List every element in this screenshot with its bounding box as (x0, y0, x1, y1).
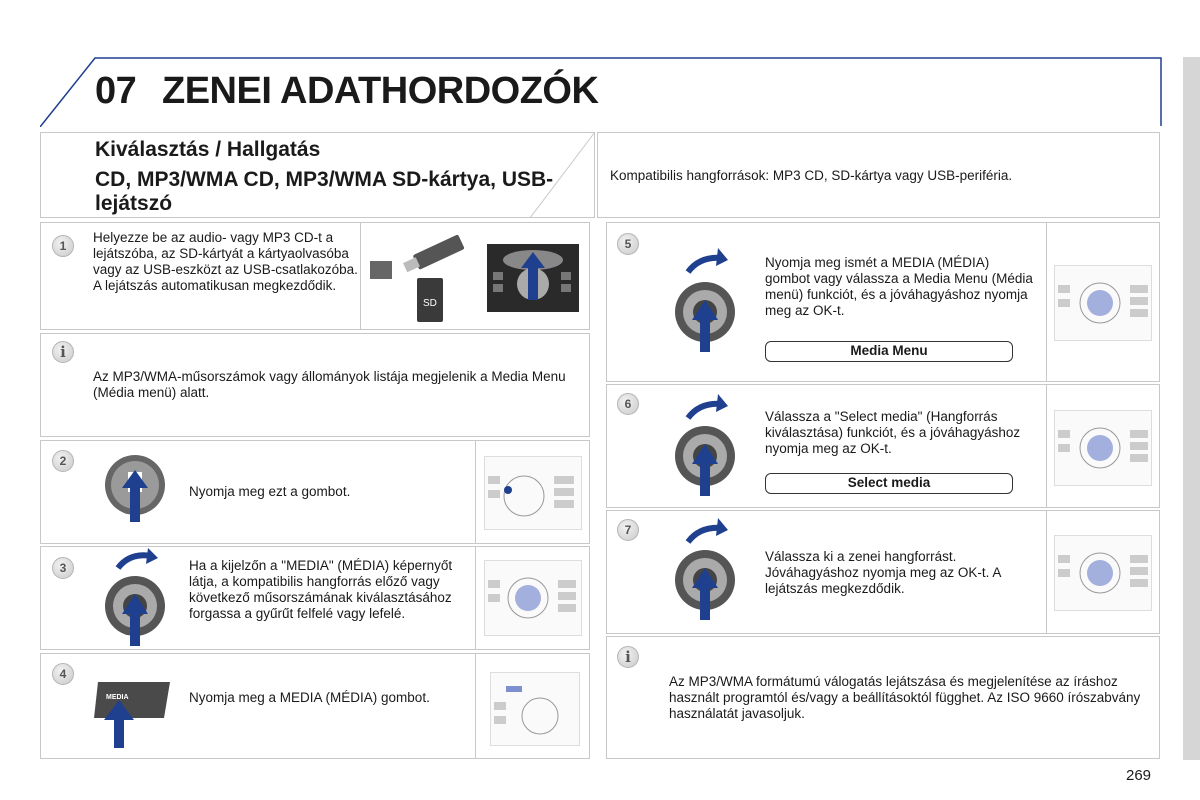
step-6-badge: 6 (617, 393, 639, 415)
step-2-badge: 2 (52, 450, 74, 472)
rotary-knob-icon (670, 516, 740, 624)
console-graphic-4 (490, 672, 580, 746)
console-graphic-6 (1054, 410, 1152, 486)
sd-card-label: SD (423, 298, 437, 309)
info-1-text: Az MP3/WMA-műsorszámok vagy állományok listája megjelenik a Media Menu (Média menü) alatt. (93, 369, 566, 400)
chapter-number: 07 (95, 70, 137, 112)
step-3-text: Ha a kijelzőn a "MEDIA" (MÉDIA) képernyőt látja, a kompatibilis hangforrás előző vagy következő műsorszámának kiválasztásához forgassa a gyűrűt felfelé vagy lefelé. (189, 558, 453, 621)
step-6-text: Válassza a "Select media" (Hangforrás kiválasztása) funkciót, és a jóváhagyáshoz nyomja meg az OK-t. (765, 409, 1021, 456)
step-5-badge: 5 (617, 233, 639, 255)
console-graphic-7 (1054, 535, 1152, 611)
step-5-text: Nyomja meg ismét a MEDIA (MÉDIA) gombot vagy válassza a Media Menu (Média menü) funkciót, és a jóváhagyáshoz nyomja meg az OK-t. (765, 255, 1033, 318)
compat-text: Kompatibilis hangforrások: MP3 CD, SD-kártya vagy USB-periféria. (610, 168, 1013, 183)
info-icon: i (52, 341, 74, 363)
rotary-knob-icon (670, 246, 740, 354)
step-4-badge: 4 (52, 663, 74, 685)
rotary-knob-icon (670, 392, 740, 500)
media-button-label: MEDIA (106, 694, 129, 701)
media-menu-button[interactable]: Media Menu (765, 341, 1013, 362)
step-7-text: Válassza ki a zenei hangforrást. Jóváhagyáshoz nyomja meg az OK-t. A lejátszás megkezdődik. (765, 549, 1001, 596)
console-graphic-5 (1054, 265, 1152, 341)
chapter-title: ZENEI ADATHORDOZÓK (162, 70, 599, 112)
section-subtitle: CD, MP3/WMA CD, MP3/WMA SD-kártya, USB-lejátszó (95, 168, 554, 215)
info-icon: i (617, 646, 639, 668)
media-devices-illustration (365, 226, 585, 326)
step-1-text: Helyezze be az audio- vagy MP3 CD-t a lejátszóba, az SD-kártyát a kártyaolvasóba vagy az USB-eszközt az USB-csatlakozóba. A lejátszás automatikusan megkezdődik. (93, 230, 358, 293)
rotary-knob-icon (100, 546, 170, 650)
console-graphic-2 (484, 456, 582, 530)
section-title: Kiválasztás / Hallgatás (95, 138, 321, 161)
media-button-arrow (104, 700, 134, 748)
step-1-badge: 1 (52, 235, 74, 257)
media-list-button-icon (100, 450, 170, 530)
step-4-text: Nyomja meg a MEDIA (MÉDIA) gombot. (189, 690, 430, 705)
console-graphic-3 (484, 560, 582, 636)
step-3-badge: 3 (52, 557, 74, 579)
info-2-text: Az MP3/WMA formátumú válogatás lejátszása és megjelenítése az íráshoz használt programtól és/vagy a beállításoktól függhet. Az ISO 9660 írószabvány használatát javasoljuk. (669, 674, 1141, 721)
side-tab (1183, 57, 1200, 760)
page-number: 269 (1126, 767, 1152, 784)
select-media-button[interactable]: Select media (765, 473, 1013, 494)
step-7-badge: 7 (617, 519, 639, 541)
step-2-text: Nyomja meg ezt a gombot. (189, 484, 351, 499)
